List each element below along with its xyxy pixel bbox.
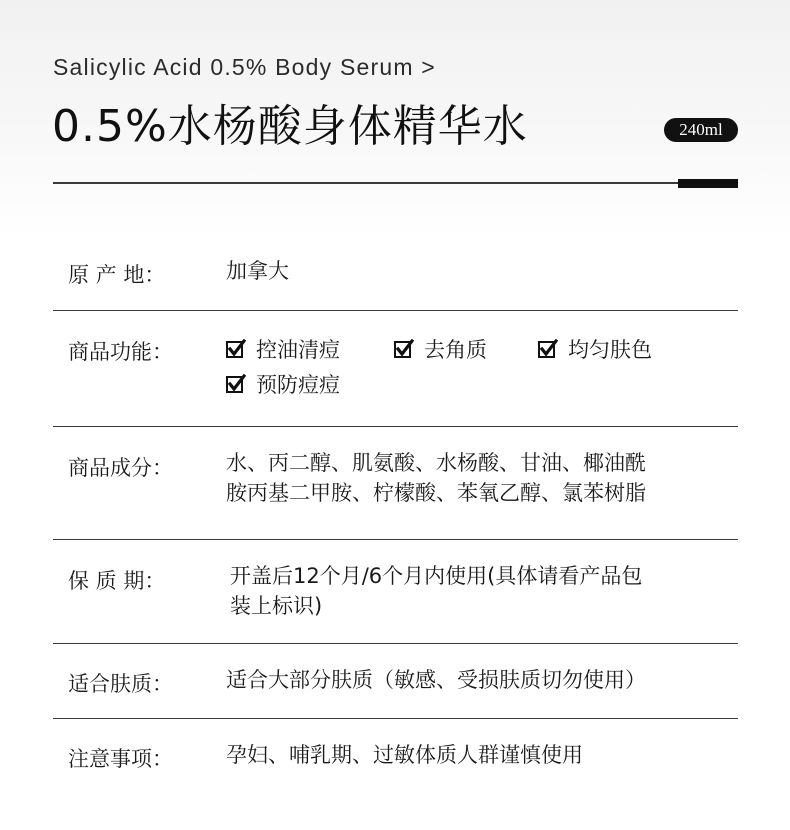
checkbox-checked-icon — [226, 339, 246, 359]
checkbox-checked-icon — [226, 374, 246, 394]
row-divider — [53, 426, 738, 427]
row-divider — [53, 539, 738, 540]
row-divider — [53, 643, 738, 644]
function-label: 商品功能： — [68, 340, 173, 364]
function-item-label: 去角质 — [424, 338, 487, 362]
function-item — [226, 369, 340, 399]
origin-label: 原 产 地： — [68, 263, 166, 287]
function-item-label: 预防痘痘 — [256, 373, 340, 397]
header-rule-accent — [678, 179, 738, 188]
function-item — [226, 334, 340, 364]
notes-value: 孕妇、哺乳期、过敏体质人群谨慎使用 — [226, 743, 583, 767]
skin-type-label: 适合肤质： — [68, 672, 173, 696]
notes-label: 注意事项： — [68, 747, 173, 771]
function-item-label: 均匀肤色 — [568, 338, 652, 362]
skin-type-value: 适合大部分肤质（敏感、受损肤质切勿使用） — [226, 668, 646, 692]
checkbox-checked-icon — [538, 339, 558, 359]
row-divider — [53, 718, 738, 719]
header-rule — [53, 182, 679, 184]
function-item-label: 控油清痘 — [256, 338, 340, 362]
product-subtitle: Salicylic Acid 0.5% Body Serum > — [53, 54, 436, 80]
volume-badge: 240ml — [664, 118, 738, 142]
shelf-life-label: 保 质 期： — [68, 569, 166, 593]
checkbox-checked-icon — [394, 339, 414, 359]
ingredients-label: 商品成分： — [68, 456, 173, 480]
shelf-life-line: 装上标识) — [230, 594, 323, 618]
row-divider — [53, 310, 738, 311]
product-title: 0.5%水杨酸身体精华水 — [52, 101, 528, 152]
origin-value: 加拿大 — [226, 259, 289, 283]
ingredients-line: 胺丙基二甲胺、柠檬酸、苯氧乙醇、氯苯树脂 — [226, 481, 646, 505]
ingredients-line: 水、丙二醇、肌氨酸、水杨酸、甘油、椰油酰 — [226, 451, 646, 475]
shelf-life-line: 开盖后12个月/6个月内使用(具体请看产品包 — [230, 564, 643, 588]
function-item — [538, 334, 652, 364]
function-item — [394, 334, 487, 364]
